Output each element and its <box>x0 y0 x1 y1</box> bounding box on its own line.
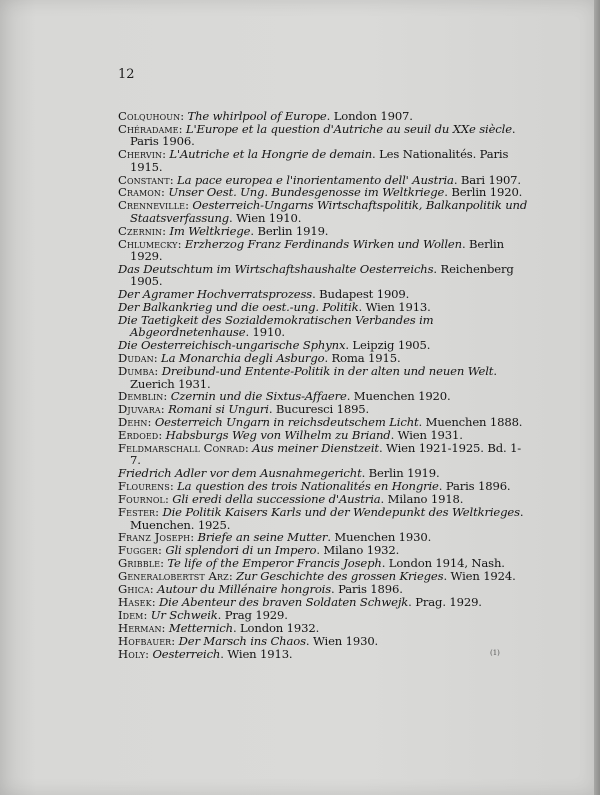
bibliography-entry <box>118 263 530 288</box>
entry-separator: : <box>161 185 169 200</box>
entry-publication: . Roma 1915. <box>324 351 401 366</box>
entry-author: Idem <box>118 607 144 622</box>
entry-publication: . Wien 1913. <box>358 300 431 315</box>
entry-publication: . Wien 1924. <box>443 569 516 584</box>
bibliography-entry <box>118 314 530 339</box>
bibliography-entry <box>118 429 530 441</box>
entry-author: Dehn <box>118 415 148 430</box>
bibliography-list <box>118 110 530 660</box>
entry-publication: . Muenchen. 1925. <box>130 505 524 532</box>
entry-title: Die Abenteur des braven Soldaten Schwejk <box>158 594 409 609</box>
entry-separator: : <box>160 402 169 417</box>
bibliography-entry <box>118 506 530 531</box>
bibliography-entry <box>118 544 530 556</box>
entry-author: Hasek <box>118 594 152 609</box>
bibliography-entry <box>118 467 530 479</box>
entry-publication: . Wien 1913. <box>220 646 293 661</box>
bibliography-entry <box>118 339 530 351</box>
bibliography-entry <box>118 352 530 364</box>
entry-author: Czernin <box>118 223 163 238</box>
entry-author: Herman <box>118 620 162 635</box>
bibliography-entry <box>118 110 530 122</box>
entry-author: Chéradame <box>118 121 179 136</box>
entry-title: Die Politik Kaisers Karls und der Wendepunkt des Weltkrieges <box>162 505 520 520</box>
entry-separator: : <box>190 530 198 545</box>
entry-title: Die Oesterreichisch-ungarische Sphynx <box>118 338 346 353</box>
entry-separator: : <box>161 620 169 635</box>
entry-author: Generalobertst Arz <box>118 569 229 584</box>
bibliography-entry <box>118 148 530 173</box>
entry-title: The whirlpool of Europe <box>187 109 327 123</box>
entry-title: Das Deutschtum im Wirtschaftshaushalte Oesterreichs <box>118 261 434 276</box>
bibliography-entry <box>118 442 530 467</box>
entry-author: Gribble <box>118 556 161 571</box>
entry-separator: : <box>158 543 166 558</box>
entry-title: Autour du Millénaire hongrois <box>157 582 332 597</box>
entry-author: Erdoed <box>118 428 159 443</box>
entry-author: Constant <box>118 172 170 187</box>
entry-title: Ur Schweik <box>150 607 218 622</box>
entry-author: Demblin <box>118 389 164 404</box>
entry-author: Crenneville <box>118 198 186 213</box>
entry-title: La pace europea e l'inorientamento dell' Austria <box>177 172 454 187</box>
entry-title: Der Balkankrieg und die oest.-ung. Politik <box>118 300 359 315</box>
bibliography-entry <box>118 390 530 402</box>
entry-publication: . Muenchen 1888. <box>418 415 523 430</box>
entry-publication: . Berlin 1929. <box>130 236 504 263</box>
page-number: 12 <box>118 67 135 82</box>
entry-author: Fournol <box>118 492 165 507</box>
entry-separator: : <box>228 569 237 584</box>
bibliography-entry <box>118 238 530 263</box>
entry-publication: . Berlin 1919. <box>250 223 329 238</box>
entry-publication: . Reichenberg 1905. <box>130 261 514 289</box>
entry-author: Cramon <box>118 185 162 200</box>
entry-title: Habsburgs Weg von Wilhelm zu Briand <box>165 428 391 443</box>
entry-separator: : <box>180 109 188 123</box>
entry-title: Oesterreich Ungarn in reichsdeutschem Licht <box>154 415 419 430</box>
entry-publication: . Zuerich 1931. <box>130 364 497 391</box>
entry-title: Der Agramer Hochverratsprozess <box>118 287 313 302</box>
entry-title: Aus meiner Dienstzeit <box>252 441 379 456</box>
entry-publication: . Wien 1931. <box>390 428 463 443</box>
entry-separator: : <box>177 236 185 251</box>
entry-publication: . Paris 1896. <box>331 582 403 597</box>
entry-publication: . Wien 1930. <box>305 633 379 648</box>
entry-publication: . Budapest 1909. <box>312 287 410 302</box>
entry-author: Flourens <box>118 479 170 494</box>
bibliography-entry <box>118 557 530 569</box>
entry-publication: . Paris 1896. <box>438 479 511 494</box>
entry-separator: : <box>143 607 151 622</box>
entry-title: Die Taetigkeit des Sozialdemokratischen Verbandes im Abgeordnetenhause <box>118 313 434 340</box>
entry-author: Chlumecky <box>118 236 178 251</box>
entry-publication: . Leipzig 1905. <box>345 338 431 353</box>
entry-publication: . 1910. <box>245 325 285 340</box>
bibliography-entry <box>118 301 530 313</box>
bibliography-entry <box>118 480 530 492</box>
entry-separator: : <box>163 389 171 404</box>
entry-publication: . Muenchen 1930. <box>327 530 432 545</box>
entry-title: Gli eredi della successione d'Austria <box>172 492 381 507</box>
entry-title: Zur Geschichte des grossen Krieges <box>236 569 444 584</box>
bibliography-entry <box>118 596 530 608</box>
entry-separator: : <box>151 594 159 609</box>
bibliography-entry <box>118 531 530 543</box>
entry-publication: . Prag. 1929. <box>408 594 482 609</box>
bibliography-entry <box>118 493 530 505</box>
bibliography-entry <box>118 186 530 198</box>
entry-separator: : <box>158 428 166 443</box>
entry-publication: . Berlin 1919. <box>361 466 440 481</box>
entry-title: Briefe an seine Mutter <box>197 530 328 545</box>
entry-title: Gli splendori di un Impero <box>165 543 317 558</box>
bibliography-entry <box>118 174 530 186</box>
entry-separator: : <box>160 556 168 571</box>
entry-publication: . Les Nationalités. Paris 1915. <box>130 147 509 174</box>
entry-author: Fester <box>118 505 156 520</box>
entry-publication: . Bari 1907. <box>453 172 521 187</box>
entry-title: Romani si Unguri <box>168 402 269 417</box>
entry-title: Czernin und die Sixtus-Affaere <box>170 389 347 404</box>
entry-title: L'Autriche et la Hongrie de demain <box>169 147 373 162</box>
entry-separator: : <box>162 223 170 238</box>
entry-publication: . Bucuresci 1895. <box>268 402 370 417</box>
entry-title: Unser Oest. Ung. Bundesgenosse im Weltkriege <box>168 185 445 200</box>
bibliography-entry <box>118 123 530 148</box>
entry-author: Ghica <box>118 582 150 597</box>
entry-title: L'Europe et la question d'Autriche au seuil du XXe siècle <box>185 121 512 136</box>
entry-separator: : <box>164 492 173 507</box>
entry-separator: : <box>244 441 253 456</box>
bibliography-entry <box>118 635 530 647</box>
entry-separator: : <box>178 121 186 136</box>
entry-publication: . London 1914, Nash. <box>381 556 505 571</box>
entry-separator: : <box>169 172 178 187</box>
entry-publication: . Wien 1910. <box>229 210 302 225</box>
entry-author: Franz Joseph <box>118 530 191 545</box>
entry-separator: : <box>155 505 163 520</box>
entry-separator: : <box>185 198 193 213</box>
entry-publication: . Prag 1929. <box>217 607 288 622</box>
entry-publication: . London 1907. <box>326 109 413 123</box>
entry-separator: : <box>153 351 162 366</box>
entry-author: Holy <box>118 646 146 661</box>
entry-title: La Monarchia degli Asburgo <box>161 351 325 366</box>
entry-publication: . London 1932. <box>232 620 320 635</box>
entry-separator: : <box>149 582 158 597</box>
bibliography-entry <box>118 648 530 660</box>
entry-separator: : <box>154 364 162 379</box>
entry-publication: . Wien 1921-1925. Bd. 1-7. <box>130 441 522 468</box>
entry-separator: : <box>147 415 155 430</box>
entry-author: Colquhoun <box>118 109 181 123</box>
bibliography-entry <box>118 609 530 621</box>
entry-title: Der Marsch ins Chaos <box>178 633 306 648</box>
entry-title: Oesterreich <box>152 646 221 661</box>
entry-author: Dumba <box>118 364 155 379</box>
entry-title: Metternich <box>168 620 233 635</box>
entry-author: Fugger <box>118 543 159 558</box>
entry-author: Feldmarschall Conrad <box>118 441 245 456</box>
bibliography-entry <box>118 225 530 237</box>
entry-author: Hofbauer <box>118 633 172 648</box>
entry-publication: . Berlin 1920. <box>444 185 523 200</box>
bibliography-entry <box>118 583 530 595</box>
entry-title: Dreibund-und Entente-Politik in der alten und neuen Welt <box>161 364 494 379</box>
entry-title: Friedrich Adler vor dem Ausnahmegericht <box>118 466 362 481</box>
bibliography-entry <box>118 365 530 390</box>
bibliography-entry <box>118 570 530 582</box>
bibliography-entry <box>118 622 530 634</box>
entry-author: Dudan <box>118 351 154 366</box>
entry-separator: : <box>171 633 179 648</box>
bibliography-entry <box>118 199 530 224</box>
bibliography-entry <box>118 288 530 300</box>
entry-publication: . Milano 1918. <box>380 492 464 507</box>
entry-author: Chervin <box>118 147 163 162</box>
entry-title: Im Weltkriege <box>169 223 251 238</box>
entry-title: Erzherzog Franz Ferdinands Wirken und Wollen <box>184 236 462 251</box>
entry-title: Te life of the Emperor Francis Joseph <box>167 556 382 571</box>
page-edge <box>594 0 600 795</box>
entry-title: La question des trois Nationalités en Hongrie <box>177 479 439 494</box>
bibliography-entry <box>118 403 530 415</box>
entry-publication: . Milano 1932. <box>316 543 400 558</box>
entry-publication: . Paris 1906. <box>130 121 516 149</box>
margin-mark: (1) <box>490 649 500 657</box>
entry-author: Djuvara <box>118 402 161 417</box>
bibliography-entry <box>118 416 530 428</box>
entry-publication: . Muenchen 1920. <box>346 389 451 404</box>
entry-separator: : <box>169 479 178 494</box>
entry-separator: : <box>162 147 170 162</box>
entry-title: Oesterreich-Ungarns Wirtschaftspolitik, Balkanpolitik und Staatsverfassung <box>130 198 528 225</box>
entry-separator: : <box>145 646 153 661</box>
